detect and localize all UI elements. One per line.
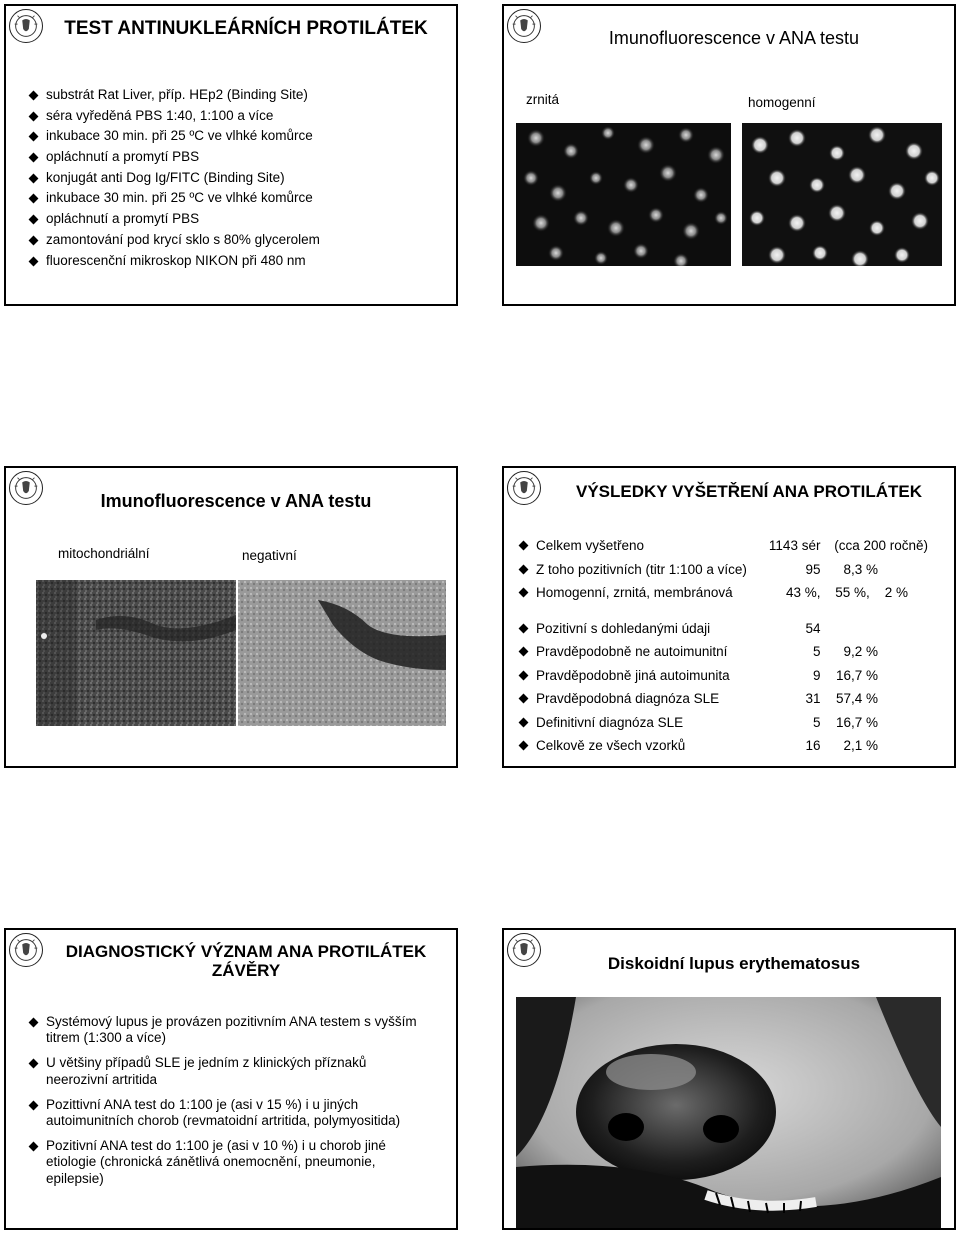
diamond-bullet-icon bbox=[29, 1100, 39, 1110]
row-value: 95 bbox=[805, 561, 821, 577]
bullet-text: Pozitivní ANA test do 1:100 je (asi v 10 %) i u chorob jiné etiologie (chronická zánětlivá onemocnění, pneumonie, epilepsie) bbox=[46, 1138, 386, 1186]
diamond-bullet-icon bbox=[519, 717, 529, 727]
row-value: 5 bbox=[812, 644, 821, 660]
title-line: ZÁVĚRY bbox=[211, 960, 281, 980]
image-caption-granular: zrnitá bbox=[526, 92, 560, 107]
diamond-bullet-icon bbox=[29, 1018, 39, 1028]
diamond-bullet-icon bbox=[29, 111, 39, 121]
university-seal-icon bbox=[9, 471, 43, 505]
micrograph-negative bbox=[238, 580, 446, 726]
diamond-bullet-icon bbox=[29, 173, 39, 183]
slide-4 bbox=[502, 466, 956, 768]
bullet-text: Systémový lupus je provázen pozitivním ANA testem s vyšším titrem (1:300 a více) bbox=[46, 1014, 417, 1046]
university-seal-icon bbox=[507, 9, 541, 43]
table-row bbox=[518, 581, 928, 605]
slide-5 bbox=[4, 928, 458, 1230]
list-item bbox=[28, 1138, 428, 1187]
bullet-text: inkubace 30 min. při 25 ºC ve vlhké komůrce bbox=[46, 190, 313, 206]
row-percent: 16,7 % bbox=[835, 714, 878, 730]
diamond-bullet-icon bbox=[519, 623, 529, 633]
table-row bbox=[518, 687, 928, 711]
diamond-bullet-icon bbox=[29, 215, 39, 225]
bullet-text: Pozittivní ANA test do 1:100 je (asi v 15 %) i u jiných autoimunitních chorob (revmatoidní artritida, polymyositida) bbox=[46, 1096, 401, 1128]
bullet-text: fluorescenční mikroskop NIKON při 480 nm bbox=[46, 252, 306, 268]
list-item bbox=[28, 128, 448, 149]
table-row bbox=[518, 640, 928, 664]
list-item bbox=[28, 1014, 428, 1046]
bullet-text: séra vyředěná PBS 1:40, 1:100 a více bbox=[46, 107, 274, 123]
diamond-bullet-icon bbox=[29, 1142, 39, 1152]
diamond-bullet-icon bbox=[29, 132, 39, 142]
micrograph-mitochondrial bbox=[36, 580, 236, 726]
micrograph-granular bbox=[516, 123, 731, 266]
slide-title bbox=[36, 943, 456, 980]
slide-2 bbox=[502, 4, 956, 306]
slide-6 bbox=[502, 928, 956, 1230]
diamond-bullet-icon bbox=[519, 694, 529, 704]
table-row bbox=[518, 534, 928, 558]
row-percent: 55 %, 2 % bbox=[835, 585, 908, 601]
slide-title: Imunofluorescence v ANA testu bbox=[100, 491, 372, 511]
row-label: Celkem vyšetřeno bbox=[536, 538, 645, 554]
image-caption-mitochondrial: mitochondriální bbox=[58, 546, 150, 561]
university-seal-icon bbox=[507, 933, 541, 967]
row-label: Celkově ze všech vzorků bbox=[536, 738, 686, 754]
list-item bbox=[28, 232, 448, 253]
table-row bbox=[518, 558, 928, 582]
row-percent: 57,4 % bbox=[835, 691, 878, 707]
list-item bbox=[28, 108, 448, 129]
bullet-text: konjugát anti Dog Ig/FITC (Binding Site) bbox=[46, 169, 285, 185]
diamond-bullet-icon bbox=[519, 670, 529, 680]
slide-1 bbox=[4, 4, 458, 306]
university-seal-icon bbox=[9, 9, 43, 43]
table-row bbox=[518, 711, 928, 735]
row-value: 54 bbox=[805, 620, 821, 636]
list-item bbox=[28, 190, 448, 211]
diamond-bullet-icon bbox=[29, 1059, 39, 1069]
row-label: Pozitivní s dohledanými údaji bbox=[536, 620, 711, 636]
bullet-text: inkubace 30 min. při 25 ºC ve vlhké komůrce bbox=[46, 128, 313, 144]
results-table bbox=[518, 534, 928, 758]
diamond-bullet-icon bbox=[29, 91, 39, 101]
diamond-bullet-icon bbox=[519, 647, 529, 657]
row-label: Pravděpodobná diagnóza SLE bbox=[536, 691, 720, 707]
list-item bbox=[28, 253, 448, 274]
bullet-text: U většiny případů SLE je jedním z klinických příznaků neerozivní artritida bbox=[46, 1055, 367, 1087]
micrograph-homogeneous bbox=[742, 123, 942, 266]
image-caption-negative: negativní bbox=[242, 548, 297, 563]
list-item bbox=[28, 1097, 428, 1129]
row-value: 9 bbox=[812, 667, 821, 683]
bullet-text: zamontování pod krycí sklo s 80% glycerolem bbox=[46, 231, 320, 247]
row-percent: 9,2 % bbox=[843, 644, 878, 660]
bullet-text: opláchnutí a promytí PBS bbox=[46, 211, 200, 227]
list-item bbox=[28, 149, 448, 170]
bullet-text: opláchnutí a promytí PBS bbox=[46, 149, 200, 165]
bullet-list bbox=[28, 1014, 428, 1187]
row-label: Definitivní diagnóza SLE bbox=[536, 714, 684, 730]
row-label: Pravděpodobně ne autoimunitní bbox=[536, 644, 728, 660]
university-seal-icon bbox=[507, 471, 541, 505]
row-percent: (cca 200 ročně) bbox=[834, 538, 928, 554]
slide-3 bbox=[4, 466, 458, 768]
diamond-bullet-icon bbox=[29, 194, 39, 204]
table-row bbox=[518, 605, 928, 617]
table-row bbox=[518, 617, 928, 641]
row-percent: 8,3 % bbox=[843, 561, 878, 577]
dog-nose-photo bbox=[516, 997, 941, 1229]
row-value: 16 bbox=[805, 738, 821, 754]
row-value: 1143 sér bbox=[768, 538, 821, 554]
slide-title: VÝSLEDKY VYŠETŘENÍ ANA PROTILÁTEK bbox=[575, 482, 923, 501]
table-row bbox=[518, 734, 928, 758]
slide-title: Imunofluorescence v ANA testu bbox=[608, 28, 860, 48]
slide-title: Diskoidní lupus erythematosus bbox=[607, 954, 861, 973]
diamond-bullet-icon bbox=[29, 256, 39, 266]
bullet-text: substrát Rat Liver, příp. HEp2 (Binding Site) bbox=[46, 87, 308, 102]
row-value: 5 bbox=[812, 714, 821, 730]
slide-title: TEST ANTINUKLEÁRNÍCH PROTILÁTEK bbox=[64, 18, 428, 39]
row-label: Homogenní, zrnitá, membránová bbox=[536, 585, 733, 601]
diamond-bullet-icon bbox=[29, 235, 39, 245]
diamond-bullet-icon bbox=[519, 741, 529, 751]
bullet-list bbox=[28, 87, 448, 273]
row-percent: 16,7 % bbox=[835, 667, 878, 683]
list-item bbox=[28, 87, 448, 108]
list-item bbox=[28, 211, 448, 232]
row-label: Z toho pozitivních (titr 1:100 a více) bbox=[536, 561, 747, 577]
list-item bbox=[28, 1055, 428, 1087]
diamond-bullet-icon bbox=[519, 588, 529, 598]
row-percent bbox=[826, 617, 928, 641]
diamond-bullet-icon bbox=[519, 541, 529, 551]
list-item bbox=[28, 170, 448, 191]
title-line: DIAGNOSTICKÝ VÝZNAM ANA PROTILÁTEK bbox=[65, 942, 427, 961]
diamond-bullet-icon bbox=[519, 564, 529, 574]
row-percent: 2,1 % bbox=[843, 738, 878, 754]
image-caption-homogeneous: homogenní bbox=[748, 95, 816, 110]
row-value: 31 bbox=[805, 691, 821, 707]
row-label: Pravděpodobně jiná autoimunita bbox=[536, 667, 730, 683]
row-value: 43 %, bbox=[785, 585, 821, 601]
diamond-bullet-icon bbox=[29, 153, 39, 163]
table-row bbox=[518, 664, 928, 688]
